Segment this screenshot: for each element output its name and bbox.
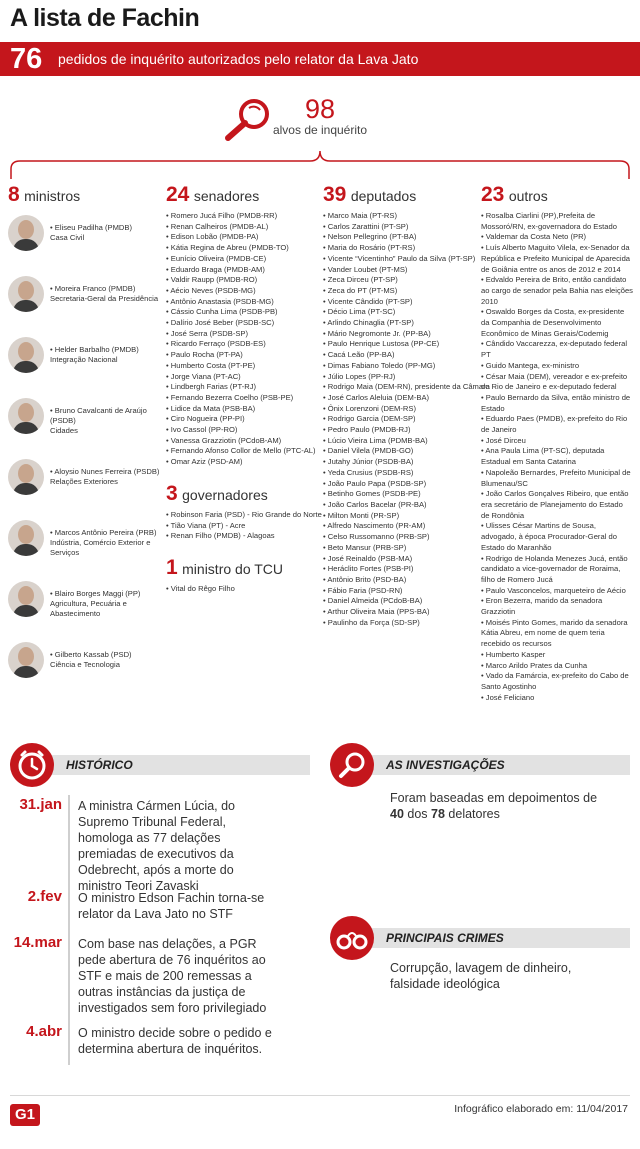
outro-item: • José Dirceu [481,436,633,447]
targets-label: alvos de inquérito [272,123,368,137]
timeline-text: A ministra Cármen Lúcia, do Supremo Tribunal Federal, homologa as 77 delações premiadas de executivos da Odebrecht, após a morte do ministro Teori Zavaski [78,799,236,893]
header-count: 76 [10,43,43,75]
ministro-name: • Marcos Antônio Pereira (PRB) [50,528,162,538]
deputado-item: • Pedro Paulo (PMDB-RJ) [323,425,490,436]
ministro-text [50,284,162,304]
deputado-item: • Maria do Rosário (PT-RS) [323,243,490,254]
deputado-item: • Júlio Lopes (PP-RJ) [323,372,490,383]
ministro-role: Agricultura, Pecuária e Abastecimento [50,598,127,618]
outro-item: • Ulisses César Martins de Sousa, advogado, à época Procurador-Geral do Estado do Maranhão [481,521,633,553]
deputado-item: • Zeca Dirceu (PT-SP) [323,275,490,286]
deputado-item: • Rodrigo Maia (DEM-RN), presidente da Câmara [323,382,490,393]
timeline-date: 31.jan [19,796,62,813]
investigacoes-bar [364,755,630,775]
ministro-item [8,337,158,377]
outros-label: outros [508,188,548,204]
deputado-item: • Paulo Henrique Lustosa (PP-CE) [323,339,490,350]
inv-mid: dos [407,807,428,821]
handcuffs-icon-circle [330,916,374,960]
deputado-item: • Vicente “Vicentinho” Paulo da Silva (PT-SP) [323,254,490,265]
g1-logo: G1 [10,1104,40,1126]
ministro-name: • Moreira Franco (PMDB) [50,284,162,294]
outros-count: 23 [481,183,505,206]
deputado-item: • Beto Mansur (PRB-SP) [323,543,490,554]
deputado-item: • Daniel Almeida (PCdoB-BA) [323,596,490,607]
deputado-item: • Paulinho da Força (SD-SP) [323,618,490,629]
timeline-date: 14.mar [13,934,62,951]
avatar [8,337,44,373]
deputado-item: • Carlos Zarattini (PT-SP) [323,222,490,233]
ministro-text [50,345,162,365]
deputado-item: • Nelson Pellegrino (PT-BA) [323,232,490,243]
deputado-item: • Dimas Fabiano Toledo (PP-MG) [323,361,490,372]
senador-item: • Humberto Costa (PT-PE) [166,361,322,372]
avatar [8,215,44,251]
senador-item: • Vanessa Grazziotin (PCdoB-AM) [166,436,322,447]
header-bar [0,42,640,76]
outro-item: • Edvaldo Pereira de Brito, então candidato ao cargo de senador pela Bahia nas eleições 2010 [481,275,633,307]
deputado-item: • Milton Monti (PR-SP) [323,511,490,522]
clock-icon-circle [10,743,54,787]
senador-item: • Omar Aziz (PSD-AM) [166,457,322,468]
targets-count: 98 [304,94,336,124]
ministro-name: • Gilberto Kassab (PSD) [50,650,162,660]
outro-item: • Rodrigo de Holanda Menezes Jucá, então candidato a vice-governador de Roraima, filho de Romero Jucá [481,554,633,586]
senadores-label: senadores [193,188,260,204]
deputados-column [323,183,490,628]
timeline-line [68,795,70,1065]
brace-divider [10,145,630,181]
deputado-item: • Arthur Oliveira Maia (PPS-BA) [323,607,490,618]
senador-item: • Edison Lobão (PMDB-PA) [166,232,322,243]
outro-item: • Valdemar da Costa Neto (PR) [481,232,633,243]
ministro-name: • Eliseu Padilha (PMDB) [50,223,162,233]
deputado-item: • Ônix Lorenzoni (DEM-RS) [323,404,490,415]
deputado-item: • Vander Loubet (PT-MS) [323,265,490,276]
ministro-role: Casa Civil [50,232,85,242]
deputado-item: • Zeca do PT (PT-MS) [323,286,490,297]
deputado-item: • José Reinaldo (PSB-MA) [323,554,490,565]
inv-post: delatores [448,807,500,821]
outro-item: • Paulo Vasconcelos, marqueteiro de Aécio [481,586,633,597]
crimes-bar [364,928,630,948]
investigacoes-title: AS INVESTIGAÇÕES [386,758,505,772]
clock-icon [10,743,54,787]
senador-item: • Lindbergh Farias (PT-RJ) [166,382,322,393]
avatar [8,520,44,556]
ministro-item [8,459,158,499]
deputado-item: • Antônio Brito (PSD-BA) [323,575,490,586]
deputado-item: • Décio Lima (PT-SC) [323,307,490,318]
tcu-count: 1 [166,555,178,579]
senador-item: • Lidice da Mata (PSB-BA) [166,404,322,415]
ministro-name: • Bruno Cavalcanti de Araújo (PSDB) [50,406,162,426]
ministro-name: • Blairo Borges Maggi (PP) [50,589,162,599]
ministro-text [50,650,162,670]
outro-item: • Moisés Pinto Gomes, marido da senadora Kátia Abreu, em nome de quem teria recebido os recursos [481,618,633,650]
ministros-label: ministros [24,188,81,204]
outro-item: • Eduardo Paes (PMDB), ex-prefeito do Rio de Janeiro [481,414,633,435]
outro-item: • Paulo Bernardo da Silva, então ministro de Estado [481,393,633,414]
senador-item: • Ivo Cassol (PP-RO) [166,425,322,436]
deputado-item: • Rodrigo Garcia (DEM-SP) [323,414,490,425]
deputado-item: • Lúcio Vieira Lima (PDMB-BA) [323,436,490,447]
page-title: A lista de Fachin [10,4,200,32]
ministros-heading [8,183,80,207]
magnifier-icon [222,96,274,142]
crimes-title: PRINCIPAIS CRIMES [386,931,504,945]
deputado-item: • Daniel Vilela (PMDB-GO) [323,446,490,457]
senadores-column [166,183,322,595]
outro-item: • Guido Mantega, ex-ministro [481,361,633,372]
ministro-text [50,528,162,557]
governadores-count: 3 [166,481,178,505]
inv-pre: Foram baseadas em depoimentos de [390,791,598,805]
ministro-name: • Aloysio Nunes Ferreira (PSDB) [50,467,162,477]
deputados-count: 39 [323,183,347,206]
magnifier-icon-circle [330,743,374,787]
outros-list [481,211,633,703]
outros-heading [481,183,633,207]
inv-n1: 40 [390,807,404,821]
senador-item: • Paulo Rocha (PT-PA) [166,350,322,361]
deputado-item: • José Carlos Aleluia (DEM-BA) [323,393,490,404]
senador-item: • Eduardo Braga (PMDB-AM) [166,265,322,276]
investigacoes-text [390,790,610,822]
ministro-role: Cidades [50,425,78,435]
senadores-count: 24 [166,183,190,206]
ministro-item [8,398,158,438]
governadores-list [166,510,322,542]
senador-item: • Kátia Regina de Abreu (PMDB-TO) [166,243,322,254]
handcuffs-icon [330,916,374,960]
tcu-list [166,584,322,595]
ministros-count: 8 [8,183,20,206]
ministro-item [8,642,158,682]
ministro-text [50,467,162,487]
header-subtitle: pedidos de inquérito autorizados pelo relator da Lava Jato [58,51,419,67]
outro-item: • Cândido Vaccarezza, ex-deputado federal PT [481,339,633,360]
ministro-text [50,406,162,435]
deputado-item: • Celso Russomanno (PRB-SP) [323,532,490,543]
senador-item: • Cássio Cunha Lima (PSDB-PB) [166,307,322,318]
deputado-item: • Vicente Cândido (PT-SP) [323,297,490,308]
deputado-item: • João Paulo Papa (PSDB-SP) [323,479,490,490]
senador-item: • Fernando Afonso Collor de Mello (PTC-AL) [166,446,322,457]
ministros-column [8,183,80,207]
avatar [8,276,44,312]
footer-divider [10,1095,630,1096]
timeline-text: Com base nas delações, a PGR pede abertura de 76 inquéritos ao STF e mais de 200 remessas a outras instâncias da justiça de investigados sem foro privilegiado [78,937,267,1015]
deputados-list [323,211,490,628]
avatar [8,581,44,617]
timeline-date: 2.fev [27,888,62,905]
tcu-label: ministro do TCU [182,560,284,577]
senador-item: • Aécio Neves (PSDB-MG) [166,286,322,297]
outro-item: • Vado da Famárcia, ex-prefeito do Cabo de Santo Agostinho [481,671,633,692]
governador-item: • Robinson Faria (PSD) - Rio Grande do Norte [166,510,322,521]
tcu-heading [166,556,322,580]
ministro-text [50,223,162,243]
senador-item: • Valdir Raupp (PMDB-RO) [166,275,322,286]
ministro-role: Secretaria-Geral da Presidência [50,293,159,303]
deputado-item: • Fábio Faria (PSD-RN) [323,586,490,597]
outro-item: • César Maia (DEM), vereador e ex-prefeito do Rio de Janeiro e ex-deputado federal [481,372,633,393]
deputado-item: • Betinho Gomes (PSDB-PE) [323,489,490,500]
outro-item: • Marco Arildo Prates da Cunha [481,661,633,672]
senador-item: • Antônio Anastasia (PSDB-MG) [166,297,322,308]
deputado-item: • Jutahy Júnior (PSDB-BA) [323,457,490,468]
ministro-role: Relações Exteriores [50,476,118,486]
timeline-text: O ministro Edson Fachin torna-se relator da Lava Jato no STF [78,891,265,921]
deputado-item: • Cacá Leão (PP-BA) [323,350,490,361]
governador-item: • Tião Viana (PT) - Acre [166,521,322,532]
tcu-item: • Vital do Rêgo Filho [166,584,322,595]
deputado-item: • Arlindo Chinaglia (PT-SP) [323,318,490,329]
deputado-item: • Mário Negromonte Jr. (PP-BA) [323,329,490,340]
ministro-item [8,276,158,316]
deputado-item: • Marco Maia (PT-RS) [323,211,490,222]
avatar [8,398,44,434]
senador-item: • Renan Calheiros (PMDB-AL) [166,222,322,233]
outro-item: • Napoleão Bernardes, Prefeito Municipal de Blumenau/SC [481,468,633,489]
footer-credit: Infográfico elaborado em: 11/04/2017 [454,1103,628,1115]
outro-item: • Humberto Kasper [481,650,633,661]
deputado-item: • Heráclito Fortes (PSB-PI) [323,564,490,575]
outro-item: • Eron Bezerra, marido da senadora Grazziotin [481,596,633,617]
senadores-list [166,211,322,468]
timeline-date: 4.abr [26,1023,62,1040]
senadores-heading [166,183,322,207]
ministro-role: Indústria, Comércio Exterior e Serviços [50,537,151,557]
outro-item: • Luís Alberto Maguito Vilela, ex-Senador da República e Prefeito Municipal de Aparecida de Goiânia entre os anos de 2012 e 2014 [481,243,633,275]
senador-item: • Romero Jucá Filho (PMDB-RR) [166,211,322,222]
ministro-item [8,581,158,621]
outro-item: • Oswaldo Borges da Costa, ex-presidente da Companhia de Desenvolvimento Econômico de Minas Gerais/Codemig [481,307,633,339]
deputados-label: deputados [350,188,417,204]
ministro-role: Ciência e Tecnologia [50,659,120,669]
outro-item: • Rosalba Ciarlini (PP),Prefeita de Mossoró/RN, ex-governadora do Estado [481,211,633,232]
senador-item: • Jorge Viana (PT-AC) [166,372,322,383]
crimes-text: Corrupção, lavagem de dinheiro, falsidade ideológica [390,961,572,991]
outros-column [481,183,633,703]
outro-item: • José Feliciano [481,693,633,704]
inv-n2: 78 [431,807,445,821]
avatar [8,459,44,495]
senador-item: • Eunício Oliveira (PMDB-CE) [166,254,322,265]
senador-item: • José Serra (PSDB-SP) [166,329,322,340]
timeline-text: O ministro decide sobre o pedido e determina abertura de inquéritos. [78,1026,272,1056]
ministro-name: • Helder Barbalho (PMDB) [50,345,162,355]
avatar [8,642,44,678]
ministro-item [8,215,158,255]
governadores-label: governadores [182,486,268,503]
senador-item: • Dalírio José Beber (PSDB-SC) [166,318,322,329]
deputado-item: • Alfredo Nascimento (PR-AM) [323,521,490,532]
senador-item: • Ricardo Ferraço (PSDB-ES) [166,339,322,350]
historico-title: HISTÓRICO [66,758,133,772]
governador-item: • Renan Filho (PMDB) - Alagoas [166,531,322,542]
ministro-role: Integração Nacional [50,354,118,364]
deputados-heading [323,183,490,207]
senador-item: • Fernando Bezerra Coelho (PSB-PE) [166,393,322,404]
governadores-heading [166,482,322,506]
outro-item: • João Carlos Gonçalves Ribeiro, que então era secretário de Planejamento do Estado de Rondônia [481,489,633,521]
ministro-text [50,589,162,618]
ministro-item [8,520,158,560]
magnifier-small-icon [330,743,374,787]
outro-item: • Ana Paula Lima (PT-SC), deputada Estadual em Santa Catarina [481,446,633,467]
deputado-item: • João Carlos Bacelar (PR-BA) [323,500,490,511]
historico-bar [44,755,310,775]
senador-item: • Ciro Nogueira (PP-PI) [166,414,322,425]
deputado-item: • Yeda Crusius (PSDB-RS) [323,468,490,479]
